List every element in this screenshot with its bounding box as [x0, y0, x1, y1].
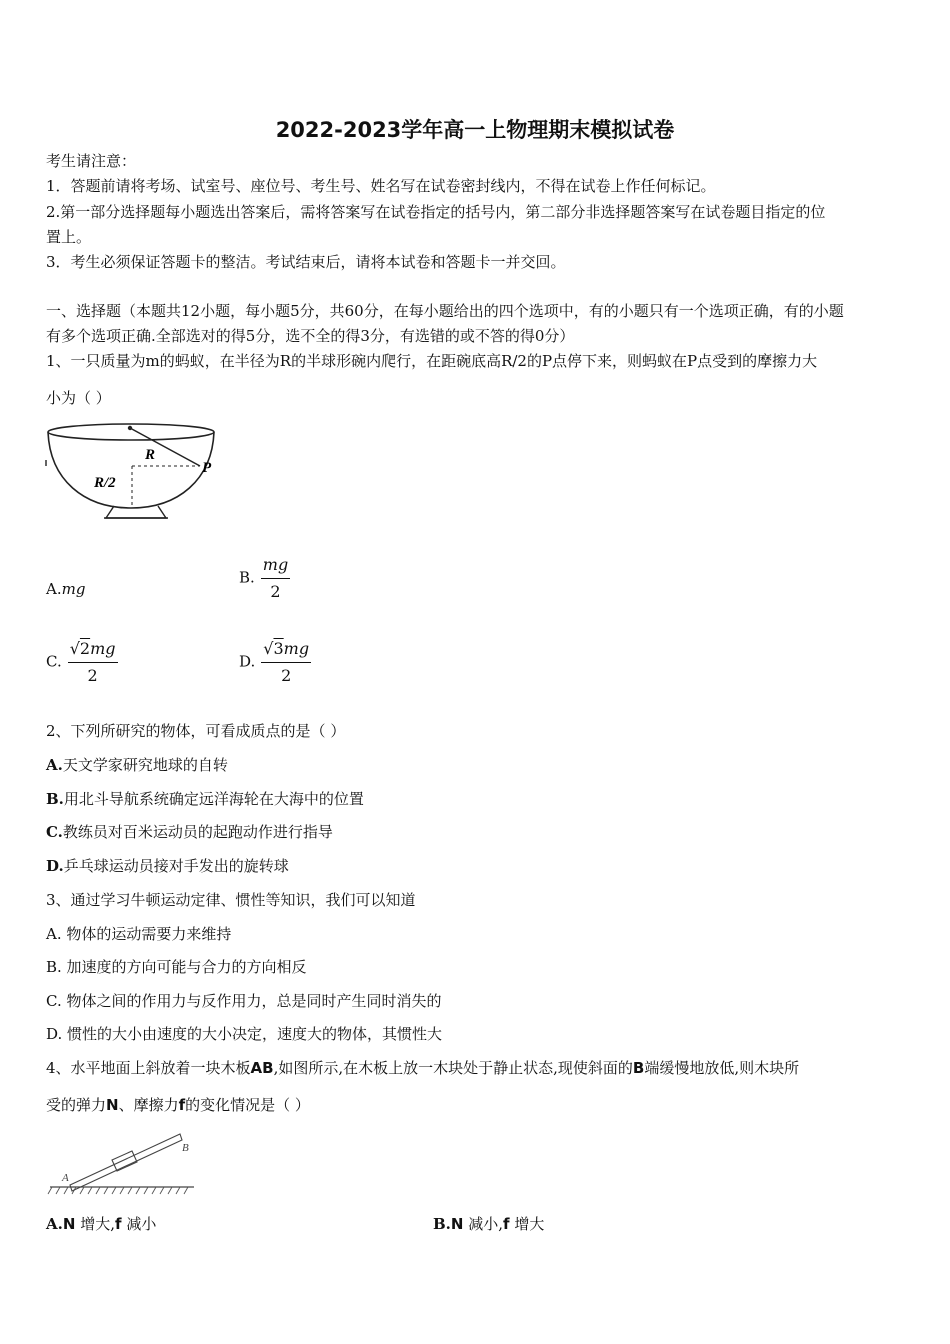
q3-option-c[interactable]: C. 物体之间的作用力与反作用力，总是同时产生同时消失的 [46, 992, 442, 1010]
q2-option-c[interactable]: C.教练员对百米运动员的起跑动作进行指导 [46, 823, 333, 841]
q1-stem-line2: 小为（ ） [46, 389, 111, 407]
notice-item-2-cont: 置上。 [46, 228, 92, 246]
q1-option-a[interactable] [46, 578, 85, 600]
q1-option-b[interactable] [239, 554, 290, 603]
section-heading-line1: 一、选择题（本题共12小题，每小题5分，共60分，在每小题给出的四个选项中，有的小题只有一个选项正确，有的小题 [46, 302, 844, 320]
label-p: P [202, 460, 212, 476]
label-a: A [62, 1172, 69, 1184]
label-r-half: R/2 [94, 475, 116, 491]
incline-figure [46, 1130, 196, 1200]
page-title: 2022-2023学年高一上物理期末模拟试卷 [275, 118, 675, 142]
q2-option-d[interactable]: D.乒乓球运动员接对手发出的旋转球 [46, 857, 289, 875]
q3-option-d[interactable]: D. 惯性的大小由速度的大小决定，速度大的物体，其惯性大 [46, 1025, 443, 1043]
q1-option-d[interactable] [239, 638, 311, 687]
notice-heading: 考生请注意： [46, 152, 137, 170]
q4-option-a[interactable]: A.N 增大,f 减小 [46, 1215, 157, 1233]
bowl-figure [44, 420, 224, 525]
q1-option-c[interactable] [46, 638, 118, 687]
q1-stem-line1: 1、一只质量为m的蚂蚁，在半径为R的半球形碗内爬行，在距碗底高R/2的P点停下来，则蚂蚁在P点受到的摩擦力大 [46, 352, 818, 370]
q2-option-a[interactable]: A.天文学家研究地球的自转 [46, 756, 228, 774]
label-r: R [145, 447, 156, 463]
section-heading-line2: 有多个选项正确.全部选对的得5分，选不全的得3分，有选错的或不答的得0分） [46, 327, 575, 345]
q2-option-b[interactable]: B.用北斗导航系统确定远洋海轮在大海中的位置 [46, 790, 364, 808]
notice-item-2: 2.第一部分选择题每小题选出答案后，需将答案写在试卷指定的括号内，第二部分非选择题答案写在试卷题目指定的位 [46, 203, 826, 221]
q1-option-a-key: A. [46, 580, 62, 598]
q1-option-c-fraction: $\frac{√2mg}{2}$ [69, 639, 116, 685]
label-b: B [182, 1142, 189, 1154]
q4-stem-line2: 受的弹力N、摩擦力f的变化情况是（ ） [46, 1096, 310, 1114]
q1-option-b-fraction: $\frac{mg}{2}$ [262, 555, 289, 601]
q1-option-a-value: mg [61, 580, 86, 598]
q1-option-d-fraction: $\frac{√3mg}{2}$ [263, 639, 310, 685]
notice-item-1: 1．答题前请将考场、试室号、座位号、考生号、姓名写在试卷密封线内，不得在试卷上作任何标记。 [46, 177, 716, 195]
q4-stem-line1: 4、水平地面上斜放着一块木板AB,如图所示,在木板上放一木块处于静止状态,现使斜面的B端缓慢地放低,则木块所 [46, 1059, 800, 1077]
notice-item-3: 3．考生必须保证答题卡的整洁。考试结束后，请将本试卷和答题卡一并交回。 [46, 253, 566, 271]
q3-option-b[interactable]: B. 加速度的方向可能与合力的方向相反 [46, 958, 307, 976]
q3-option-a[interactable]: A. 物体的运动需要力来维持 [46, 925, 232, 943]
q3-stem: 3、通过学习牛顿运动定律、惯性等知识，我们可以知道 [46, 891, 416, 909]
q1-option-b-key: B. [239, 568, 255, 587]
q1-option-c-key: C. [46, 652, 62, 671]
q4-option-b[interactable]: B.N 减小,f 增大 [433, 1215, 545, 1233]
q1-option-d-key: D. [239, 652, 256, 671]
q2-stem: 2、下列所研究的物体，可看成质点的是（ ） [46, 722, 346, 740]
